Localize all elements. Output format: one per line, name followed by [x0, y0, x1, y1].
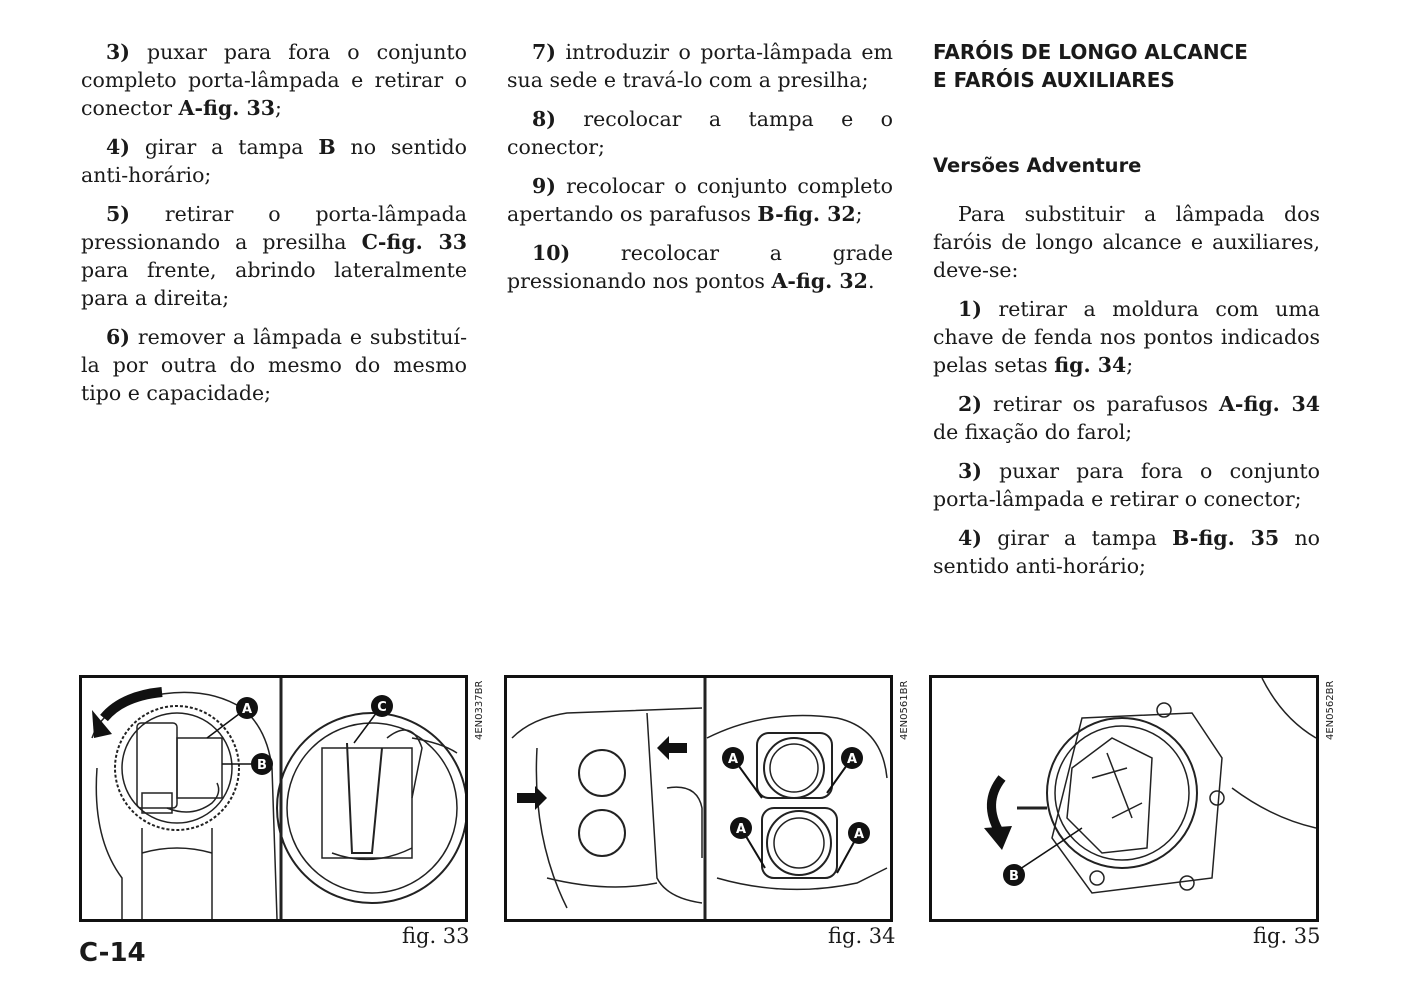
text-column-3 — [933, 38, 1320, 591]
step-2-paragraph: 2) retirar os parafusos A-fig. 34 de fixação do farol; — [933, 392, 1320, 444]
figure-33-caption: fig. 33 — [402, 924, 470, 948]
screw-label-1: A — [727, 752, 739, 767]
screw-label-3: A — [735, 822, 747, 837]
step-3b-paragraph: 3) puxar para fora o conjunto porta-lâmpada e retirar o conector; — [933, 459, 1320, 511]
figure-33-illustration — [82, 678, 465, 919]
step-8-paragraph: 8) recolocar a tampa e o conector; — [507, 107, 893, 159]
step-9-paragraph: 9) recolocar o conjunto completo apertando os parafusos B-fig. 32; — [507, 174, 893, 226]
figure-35-illustration — [932, 678, 1316, 919]
figure-34-caption: fig. 34 — [828, 924, 896, 948]
text-column-2 — [507, 38, 893, 306]
label-b: B — [257, 758, 267, 773]
step-5-paragraph: 5) retirar o porta-lâmpada pressionando a presilha C-fig. 33 para frente, abrindo lateralmente para a direita; — [81, 202, 467, 310]
section-subheading: Versões Adventure — [933, 154, 1142, 177]
figure-35-code: 4EN0562BR — [1325, 680, 1336, 740]
screw-label-2: A — [846, 752, 858, 767]
page-number: C-14 — [79, 938, 146, 968]
section-heading: FARÓIS DE LONGO ALCANCE E FARÓIS AUXILIARES — [933, 40, 1248, 92]
step-7-paragraph: 7) introduzir o porta-lâmpada em sua sede e travá-lo com a presilha; — [507, 40, 893, 92]
step-3-paragraph: 3) puxar para fora o conjunto completo porta-lâmpada e retirar o conector A-fig. 33; — [81, 40, 467, 120]
step-10-paragraph: 10) recolocar a grade pressionando nos pontos A-fig. 32. — [507, 241, 893, 293]
figure-33-labels — [236, 695, 393, 775]
step-4-paragraph: 4) girar a tampa B no sentido anti-horário; — [81, 135, 467, 187]
figure-35-caption: fig. 35 — [1253, 924, 1321, 948]
step-1-paragraph: 1) retirar a moldura com uma chave de fenda nos pontos indicados pelas setas fig. 34; — [933, 297, 1320, 377]
label-c: C — [377, 700, 387, 715]
figure-34-code: 4EN0561BR — [899, 680, 910, 740]
figure-33 — [79, 675, 468, 922]
text-column-1 — [81, 38, 467, 418]
screw-label-4: A — [853, 827, 865, 842]
figure-34-labels — [722, 747, 870, 844]
figure-35-labels — [1003, 864, 1025, 886]
step-6-paragraph: 6) remover a lâmpada e substituí-la por outra do mesmo do mesmo tipo e capacidade; — [81, 325, 467, 405]
figure-34 — [504, 675, 893, 922]
figure-34-illustration — [507, 678, 890, 919]
label-b: B — [1009, 869, 1019, 884]
figure-35 — [929, 675, 1319, 922]
intro-paragraph: Para substituir a lâmpada dos faróis de longo alcance e auxiliares, deve-se: — [933, 202, 1320, 282]
step-4b-paragraph: 4) girar a tampa B-fig. 35 no sentido anti-horário; — [933, 526, 1321, 578]
label-a: A — [241, 702, 253, 717]
figure-33-code: 4EN0337BR — [474, 680, 485, 740]
